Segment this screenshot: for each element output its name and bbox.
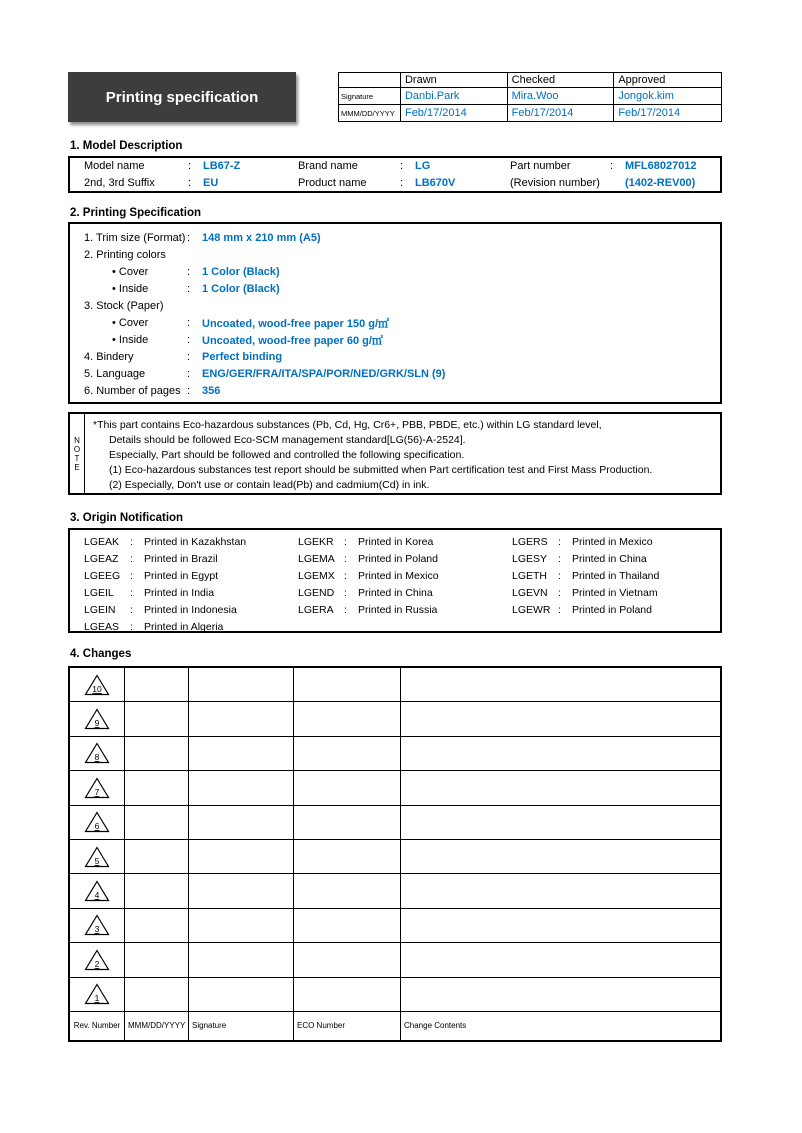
origin-place: Printed in Mexico xyxy=(358,569,439,582)
spec-value: Uncoated, wood-free paper 60 g/㎡ xyxy=(202,334,383,347)
change-contents-cell xyxy=(401,668,720,701)
spec-line xyxy=(84,382,720,399)
origin-entry xyxy=(512,567,720,584)
spec-line xyxy=(84,331,720,348)
footer-change-contents: Change Contents xyxy=(404,1021,467,1031)
brand-name-label: Brand name xyxy=(298,160,358,173)
signature-cell xyxy=(189,737,294,770)
spec-label: 4. Bindery xyxy=(84,350,134,363)
revision-number-cell xyxy=(70,771,125,804)
document-title: Printing specification xyxy=(105,88,259,106)
date-approved: Feb/17/2014 xyxy=(614,105,722,122)
origin-code: LGEAZ xyxy=(84,552,119,565)
date-cell xyxy=(125,806,189,839)
change-contents-cell xyxy=(401,978,720,1011)
origin-entry xyxy=(512,601,720,618)
note-letter: T xyxy=(74,453,80,463)
part-number-value: MFL68027012 xyxy=(625,160,697,173)
origin-code: LGERS xyxy=(512,535,548,548)
model-name-cell xyxy=(84,160,298,172)
origin-place: Printed in Poland xyxy=(358,552,438,565)
spec-value: 356 xyxy=(202,384,221,397)
colon xyxy=(344,604,358,616)
svg-text:4: 4 xyxy=(94,890,100,901)
revision-number-cell xyxy=(70,909,125,942)
date-cell xyxy=(125,874,189,907)
spec-label: • Cover xyxy=(112,316,149,329)
footer-date: MMM/DD/YYYY xyxy=(125,1012,189,1040)
approval-date-row xyxy=(339,105,722,122)
svg-text:8: 8 xyxy=(94,752,100,763)
date-cell xyxy=(125,978,189,1011)
spec-line xyxy=(84,229,720,246)
origin-place: Printed in Indonesia xyxy=(144,603,237,616)
eco-number-cell xyxy=(294,840,401,873)
approval-header-row xyxy=(339,73,722,88)
origin-code: LGEND xyxy=(298,586,335,599)
colon xyxy=(558,570,572,582)
origin-code: LGEAK xyxy=(84,535,120,548)
signature-cell xyxy=(189,943,294,976)
colon xyxy=(187,283,202,295)
colon xyxy=(130,587,144,599)
svg-text:1: 1 xyxy=(94,993,100,1004)
document-title-box xyxy=(68,72,296,122)
note-text-body xyxy=(85,414,720,493)
date-drawn: Feb/17/2014 xyxy=(400,105,507,122)
origin-entry xyxy=(512,550,720,567)
origin-entry xyxy=(512,584,720,601)
spec-line xyxy=(84,297,720,314)
note-line: Especially, Part should be followed and controlled the following specification. xyxy=(109,449,465,461)
changes-row xyxy=(70,806,720,840)
origin-place: Printed in Poland xyxy=(572,603,652,616)
changes-row xyxy=(70,771,720,805)
eco-number-cell xyxy=(294,668,401,701)
revision-number-label: (Revision number) xyxy=(510,176,600,189)
origin-code: LGEKR xyxy=(298,535,334,548)
origin-code: LGEMA xyxy=(298,552,335,565)
revision-triangle-icon xyxy=(84,914,110,936)
spec-line xyxy=(84,280,720,297)
note-line: (2) Especially, Don't use or contain lead(Pb) and cadmium(Cd) in ink. xyxy=(109,479,430,491)
revision-number-cell xyxy=(70,702,125,735)
change-contents-cell xyxy=(401,771,720,804)
colon xyxy=(187,317,202,329)
origin-entry xyxy=(84,550,298,567)
footer-eco-number: ECO Number xyxy=(294,1012,401,1040)
revision-triangle-icon xyxy=(84,674,110,696)
change-contents-cell xyxy=(401,806,720,839)
changes-row xyxy=(70,909,720,943)
svg-text:3: 3 xyxy=(94,924,100,935)
signature-cell xyxy=(189,806,294,839)
signature-cell xyxy=(189,668,294,701)
revision-triangle-icon xyxy=(84,880,110,902)
spec-label: • Cover xyxy=(112,265,149,278)
model-name-value: LB67-Z xyxy=(203,160,241,173)
signature-cell xyxy=(189,771,294,804)
revision-triangle-icon xyxy=(84,708,110,730)
spec-value: Uncoated, wood-free paper 150 g/㎡ xyxy=(202,317,390,330)
origin-entry xyxy=(298,584,512,601)
colon xyxy=(187,334,202,346)
origin-place: Printed in Vietnam xyxy=(572,586,658,599)
model-table-row xyxy=(70,175,720,191)
change-contents-cell xyxy=(401,737,720,770)
spec-label: 2. Printing colors xyxy=(84,248,166,261)
revision-triangle-icon xyxy=(84,846,110,868)
model-name-label: Model name xyxy=(84,160,145,173)
approval-col-drawn: Drawn xyxy=(400,73,507,88)
note-letter: E xyxy=(74,462,80,472)
revision-number-cell xyxy=(70,874,125,907)
note-vertical-label xyxy=(70,414,85,493)
changes-row xyxy=(70,668,720,702)
colon xyxy=(344,553,358,565)
signature-cell xyxy=(189,909,294,942)
product-name-cell xyxy=(298,177,510,189)
origin-code: LGEIL xyxy=(84,586,114,599)
origin-code: LGEVN xyxy=(512,586,548,599)
date-cell xyxy=(125,737,189,770)
svg-text:7: 7 xyxy=(94,786,100,797)
change-contents-cell xyxy=(401,909,720,942)
origin-column xyxy=(84,533,298,631)
eco-number-cell xyxy=(294,874,401,907)
brand-name-value: LG xyxy=(415,160,431,173)
date-checked: Feb/17/2014 xyxy=(507,105,614,122)
colon xyxy=(187,385,202,397)
product-name-value: LB670V xyxy=(415,176,456,189)
colon xyxy=(188,177,203,189)
origin-entry xyxy=(298,567,512,584)
colon xyxy=(558,553,572,565)
section-heading-model: 1. Model Description xyxy=(70,140,183,152)
note-letter: N xyxy=(74,435,80,445)
eco-number-cell xyxy=(294,771,401,804)
origin-entry xyxy=(84,567,298,584)
change-contents-cell xyxy=(401,840,720,873)
colon xyxy=(344,536,358,548)
origin-place: Printed in Thailand xyxy=(572,569,660,582)
signature-drawn: Danbi.Park xyxy=(400,88,507,105)
changes-row xyxy=(70,737,720,771)
part-number-cell xyxy=(510,160,720,172)
svg-text:2: 2 xyxy=(94,958,100,969)
svg-text:9: 9 xyxy=(94,718,100,729)
note-letter: O xyxy=(73,444,81,454)
spec-label: 5. Language xyxy=(84,367,146,380)
spec-value: 148 mm x 210 mm (A5) xyxy=(202,231,321,244)
revision-number-cell xyxy=(510,177,720,189)
spec-line xyxy=(84,348,720,365)
svg-text:6: 6 xyxy=(94,821,100,832)
origin-place: Printed in India xyxy=(144,586,215,599)
colon xyxy=(188,160,203,172)
revision-number-cell xyxy=(70,668,125,701)
colon xyxy=(130,570,144,582)
revision-triangle-icon xyxy=(84,742,110,764)
origin-code: LGETH xyxy=(512,569,548,582)
origin-entry xyxy=(84,533,298,550)
revision-triangle-icon xyxy=(84,949,110,971)
changes-table xyxy=(68,666,722,1042)
brand-name-cell xyxy=(298,160,510,172)
date-cell xyxy=(125,909,189,942)
suffix-cell xyxy=(84,177,298,189)
origin-code: LGERA xyxy=(298,603,334,616)
model-table-row xyxy=(70,158,720,174)
origin-entry xyxy=(298,601,512,618)
colon xyxy=(187,351,202,363)
colon xyxy=(187,368,202,380)
product-name-label: Product name xyxy=(298,176,367,189)
origin-notification-box xyxy=(68,528,722,633)
date-cell xyxy=(125,702,189,735)
section-heading-changes: 4. Changes xyxy=(70,648,132,660)
spec-line xyxy=(84,365,720,382)
origin-place: Printed in Kazakhstan xyxy=(144,535,247,548)
date-cell xyxy=(125,943,189,976)
change-contents-cell xyxy=(401,702,720,735)
spec-value: 1 Color (Black) xyxy=(202,265,280,278)
origin-code: LGEAS xyxy=(84,620,120,633)
origin-place: Printed in Algeria xyxy=(144,620,224,633)
colon xyxy=(400,160,415,172)
origin-code: LGEWR xyxy=(512,603,551,616)
date-cell xyxy=(125,840,189,873)
signature-checked: Mira.Woo xyxy=(507,88,614,105)
signature-cell xyxy=(189,702,294,735)
colon xyxy=(130,536,144,548)
origin-place: Printed in Brazil xyxy=(144,552,218,565)
origin-place: Printed in Korea xyxy=(358,535,434,548)
revision-number-cell xyxy=(70,978,125,1011)
origin-column xyxy=(298,533,512,631)
origin-column xyxy=(512,533,720,631)
colon xyxy=(187,266,202,278)
change-contents-cell xyxy=(401,874,720,907)
date-row-label: MMM/DD/YYYY xyxy=(339,105,401,122)
spec-line xyxy=(84,263,720,280)
suffix-label: 2nd, 3rd Suffix xyxy=(84,176,155,189)
eco-number-cell xyxy=(294,806,401,839)
revision-number-cell xyxy=(70,943,125,976)
changes-row xyxy=(70,702,720,736)
spec-label: • Inside xyxy=(112,333,149,346)
spec-value: Perfect binding xyxy=(202,350,283,363)
approval-col-checked: Checked xyxy=(507,73,614,88)
section-heading-origin: 3. Origin Notification xyxy=(70,512,184,524)
eco-number-cell xyxy=(294,978,401,1011)
footer-signature: Signature xyxy=(189,1012,294,1040)
origin-place: Printed in Mexico xyxy=(572,535,653,548)
origin-entry xyxy=(512,533,720,550)
colon xyxy=(130,553,144,565)
origin-code: LGEEG xyxy=(84,569,121,582)
origin-entry xyxy=(84,618,298,635)
colon xyxy=(610,160,625,172)
part-number-label: Part number xyxy=(510,160,571,173)
section-heading-printing: 2. Printing Specification xyxy=(70,207,201,219)
changes-row xyxy=(70,874,720,908)
svg-text:10: 10 xyxy=(92,683,102,694)
changes-row xyxy=(70,840,720,874)
changes-row xyxy=(70,943,720,977)
spec-line xyxy=(84,246,720,263)
origin-entry xyxy=(84,584,298,601)
approval-col-approved: Approved xyxy=(614,73,722,88)
colon xyxy=(130,604,144,616)
eco-number-cell xyxy=(294,737,401,770)
origin-place: Printed in Egypt xyxy=(144,569,219,582)
colon xyxy=(187,232,202,244)
revision-number-cell xyxy=(70,737,125,770)
colon xyxy=(558,604,572,616)
changes-footer-row xyxy=(70,1012,720,1040)
spec-label: 6. Number of pages xyxy=(84,384,181,397)
origin-code: LGEIN xyxy=(84,603,116,616)
printing-spec-box xyxy=(68,222,722,404)
eco-number-cell xyxy=(294,943,401,976)
origin-place: Printed in China xyxy=(358,586,433,599)
spec-value: 1 Color (Black) xyxy=(202,282,280,295)
origin-entry xyxy=(84,601,298,618)
signature-cell xyxy=(189,874,294,907)
signature-cell xyxy=(189,978,294,1011)
footer-rev-number: Rev. Number xyxy=(70,1012,125,1040)
revision-number-cell xyxy=(70,806,125,839)
eco-number-cell xyxy=(294,702,401,735)
colon xyxy=(344,587,358,599)
svg-text:5: 5 xyxy=(94,855,100,866)
date-cell xyxy=(125,771,189,804)
spec-value: ENG/GER/FRA/ITA/SPA/POR/NED/GRK/SLN (9) xyxy=(202,367,446,380)
signature-cell xyxy=(189,840,294,873)
revision-triangle-icon xyxy=(84,811,110,833)
model-description-table xyxy=(68,156,722,193)
spec-line xyxy=(84,314,720,331)
colon xyxy=(130,621,144,633)
spec-label: 3. Stock (Paper) xyxy=(84,299,164,312)
note-line: *This part contains Eco-hazardous substances (Pb, Cd, Hg, Cr6+, PBB, PBDE, etc.) within LG standard level, xyxy=(93,419,602,431)
origin-code: LGEMX xyxy=(298,569,335,582)
note-box xyxy=(68,412,722,495)
colon xyxy=(400,177,415,189)
revision-number-cell xyxy=(70,840,125,873)
approval-empty-cell xyxy=(339,73,401,88)
colon xyxy=(558,587,572,599)
change-contents-cell xyxy=(401,943,720,976)
spec-label: • Inside xyxy=(112,282,149,295)
signature-approved: Jongok.kim xyxy=(614,88,722,105)
signature-row-label: Signature xyxy=(339,88,401,105)
approval-signature-row xyxy=(339,88,722,105)
colon xyxy=(558,536,572,548)
spec-label: 1. Trim size (Format) xyxy=(84,231,186,244)
revision-triangle-icon xyxy=(84,983,110,1005)
origin-entry xyxy=(298,533,512,550)
revision-number-value: (1402-REV00) xyxy=(625,176,696,189)
origin-code: LGESY xyxy=(512,552,548,565)
suffix-value: EU xyxy=(203,176,219,189)
origin-place: Printed in China xyxy=(572,552,647,565)
changes-row xyxy=(70,978,720,1012)
date-cell xyxy=(125,668,189,701)
eco-number-cell xyxy=(294,909,401,942)
origin-entry xyxy=(298,550,512,567)
colon xyxy=(344,570,358,582)
revision-triangle-icon xyxy=(84,777,110,799)
note-line: (1) Eco-hazardous substances test report should be submitted when Part certification test and First Mass Production. xyxy=(109,464,653,476)
changes-rows-container xyxy=(70,668,720,1012)
approval-table xyxy=(338,72,722,122)
note-line: Details should be followed Eco-SCM management standard[LG(56)-A-2524]. xyxy=(109,434,466,446)
origin-place: Printed in Russia xyxy=(358,603,438,616)
